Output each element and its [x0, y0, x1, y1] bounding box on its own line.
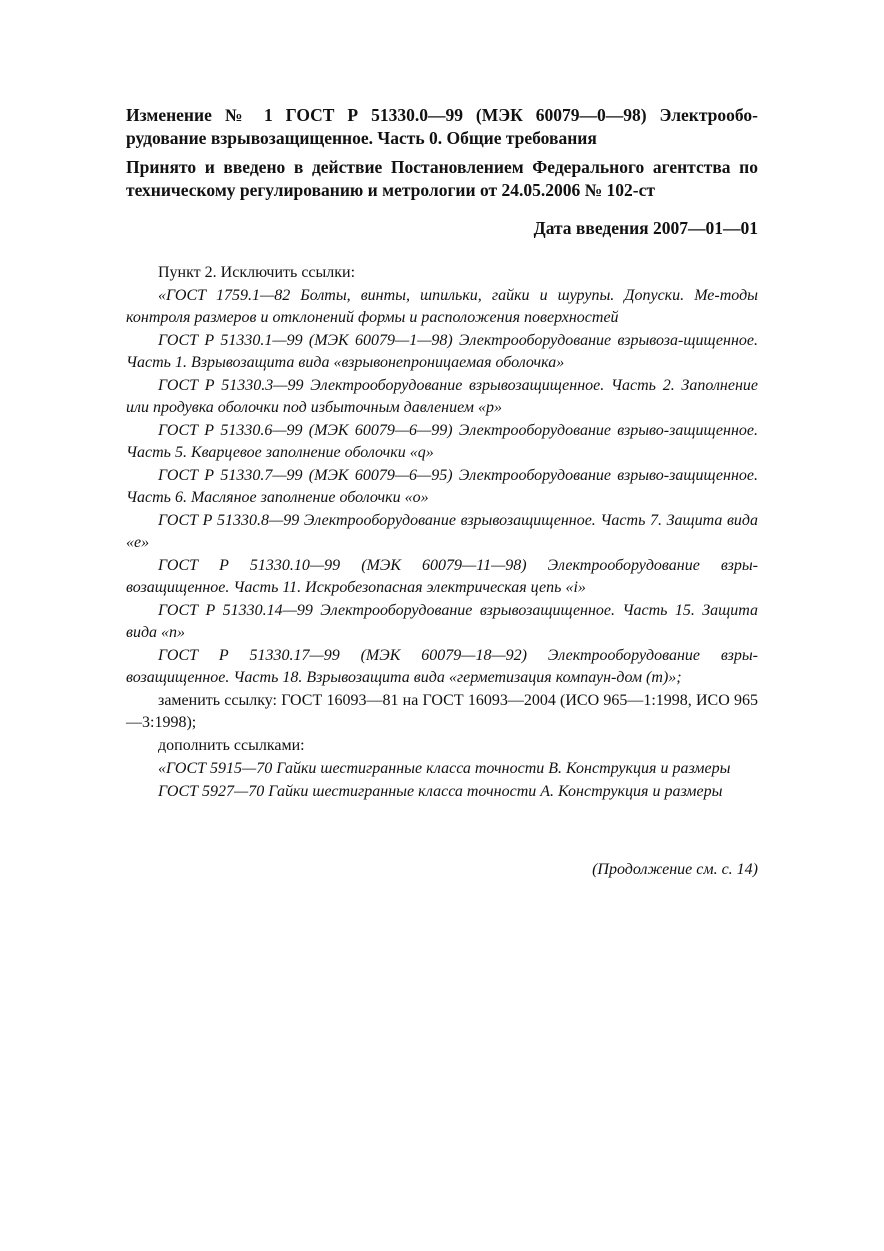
reference-gost-51330-7: ГОСТ Р 51330.7—99 (МЭК 60079—6—95) Электрооборудование взрыво-защищенное. Часть 6. Масляное заполнение оболочки «о»	[126, 467, 758, 506]
adoption-statement: Принято и введено в действие Постановлением Федерального агентства по техническому регулированию и метрологии от 24.05.2006 № 102-ст	[126, 157, 758, 200]
replace-reference-instruction: заменить ссылку: ГОСТ 16093—81 на ГОСТ 16093—2004 (ИСО 965—1:1998, ИСО 965—3:1998);	[126, 692, 758, 731]
reference-gost-51330-3: ГОСТ Р 51330.3—99 Электрооборудование взрывозащищенное. Часть 2. Заполнение или продувка оболочки под избыточным давлением «р»	[126, 377, 758, 416]
reference-gost-51330-8: ГОСТ Р 51330.8—99 Электрооборудование взрывозащищенное. Часть 7. Защита вида «е»	[126, 512, 758, 551]
amendment-body	[126, 262, 758, 804]
reference-gost-51330-14: ГОСТ Р 51330.14—99 Электрооборудование взрывозащищенное. Часть 15. Защита вида «n»	[126, 602, 758, 641]
amendment-title: Изменение № 1 ГОСТ Р 51330.0—99 (МЭК 60079—0—98) Электрообо-рудование взрывозащищенное. Часть 0. Общие требования	[126, 105, 758, 148]
reference-gost-51330-17: ГОСТ Р 51330.17—99 (МЭК 60079—18—92) Электрооборудование взры-возащищенное. Часть 18. Взрывозащита вида «герметизация компаун-дом (m)»;	[126, 647, 758, 686]
reference-gost-51330-6: ГОСТ Р 51330.6—99 (МЭК 60079—6—99) Электрооборудование взрыво-защищенное. Часть 5. Кварцевое заполнение оболочки «q»	[126, 422, 758, 461]
continuation-note: (Продолжение см. с. 14)	[592, 861, 758, 878]
paragraph-item-2: Пункт 2. Исключить ссылки:	[158, 264, 356, 281]
reference-gost-51330-1: ГОСТ Р 51330.1—99 (МЭК 60079—1—98) Электрооборудование взрывоза-щищенное. Часть 1. Взрывозащита вида «взрывонепроницаемая оболочка»	[126, 332, 758, 371]
reference-gost-5915: «ГОСТ 5915—70 Гайки шестигранные класса точности В. Конструкция и размеры	[158, 760, 731, 777]
reference-gost-1759-1: «ГОСТ 1759.1—82 Болты, винты, шпильки, гайки и шурупы. Допуски. Ме-тоды контроля размеров и отклонений формы и расположения поверхностей	[126, 287, 758, 326]
add-references-instruction: дополнить ссылками:	[158, 737, 305, 754]
reference-gost-5927: ГОСТ 5927—70 Гайки шестигранные класса точности А. Конструкция и размеры	[158, 783, 723, 800]
reference-gost-51330-10: ГОСТ Р 51330.10—99 (МЭК 60079—11—98) Электрооборудование взры-возащищенное. Часть 11. Искробезопасная электрическая цепь «i»	[126, 557, 758, 596]
effective-date: Дата введения 2007—01—01	[533, 218, 758, 238]
